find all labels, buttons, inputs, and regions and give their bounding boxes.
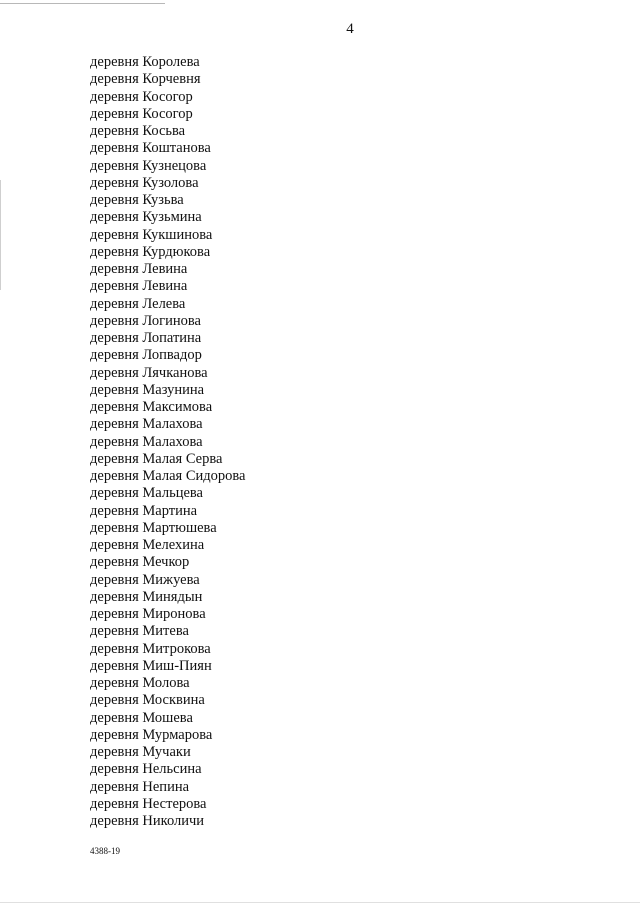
list-item: деревня Корчевня xyxy=(90,71,201,88)
list-item: деревня Митрокова xyxy=(90,640,211,657)
list-item: деревня Кузьва xyxy=(90,192,184,208)
list-item: деревня Мурмарова xyxy=(90,726,213,743)
list-item: деревня Николичи xyxy=(90,813,205,829)
list-item: деревня Малахова xyxy=(90,433,203,450)
list-item: деревня Королева xyxy=(90,54,200,70)
list-item: деревня Москвина xyxy=(90,692,205,709)
list-item: деревня Лопатина xyxy=(90,330,202,346)
list-item: деревня Курдюкова xyxy=(90,243,211,260)
list-item: деревня Миш-Пиян xyxy=(90,657,212,674)
list-item: деревня Нестерова xyxy=(90,795,207,812)
list-item: деревня Мартюшева xyxy=(90,519,217,536)
list-item: деревня Мартина xyxy=(90,502,198,519)
list-item: деревня Кузнецова xyxy=(90,157,207,174)
list-item: деревня Мелехина xyxy=(90,537,205,553)
list-item: деревня Мазунина xyxy=(90,381,205,398)
list-item: деревня Кузьмина xyxy=(90,209,202,226)
list-item: деревня Логинова xyxy=(90,312,201,329)
list-item: деревня Миронова xyxy=(90,606,206,622)
list-item: деревня Косьва xyxy=(90,123,186,139)
list-item: деревня Малая Сидорова xyxy=(90,468,246,484)
list-item: деревня Лелева xyxy=(90,295,186,312)
list-item: деревня Молова xyxy=(90,675,190,691)
page-number: 4 xyxy=(346,21,354,37)
list-item: деревня Непина xyxy=(90,778,190,795)
list-item: деревня Максимова xyxy=(90,399,213,415)
scan-edge-top xyxy=(0,3,165,4)
settlement-list xyxy=(90,54,245,830)
list-item: деревня Кукшинова xyxy=(90,226,213,243)
list-item: деревня Лопвадор xyxy=(90,347,202,364)
list-item: деревня Мечкор xyxy=(90,554,190,571)
scan-edge-left xyxy=(0,180,1,290)
list-item: деревня Мучаки xyxy=(90,744,191,760)
list-item: деревня Нельсина xyxy=(90,761,202,778)
list-item: деревня Мижуева xyxy=(90,571,200,588)
list-item: деревня Малая Серва xyxy=(90,450,223,467)
list-item: деревня Мальцева xyxy=(90,485,203,502)
list-item: деревня Левина xyxy=(90,261,188,277)
list-item: деревня Малахова xyxy=(90,416,203,433)
list-item: деревня Минядын xyxy=(90,588,203,605)
list-item: деревня Лячканова xyxy=(90,364,208,381)
scan-edge-bottom xyxy=(0,902,640,903)
list-item: деревня Митева xyxy=(90,623,189,640)
document-code: 4388-19 xyxy=(90,846,120,856)
list-item: деревня Мошева xyxy=(90,709,193,726)
list-item: деревня Косогор xyxy=(90,105,193,122)
list-item: деревня Косогор xyxy=(90,88,193,105)
list-item: деревня Коштанова xyxy=(90,140,211,157)
list-item: деревня Левина xyxy=(90,278,188,295)
list-item: деревня Кузолова xyxy=(90,174,199,191)
